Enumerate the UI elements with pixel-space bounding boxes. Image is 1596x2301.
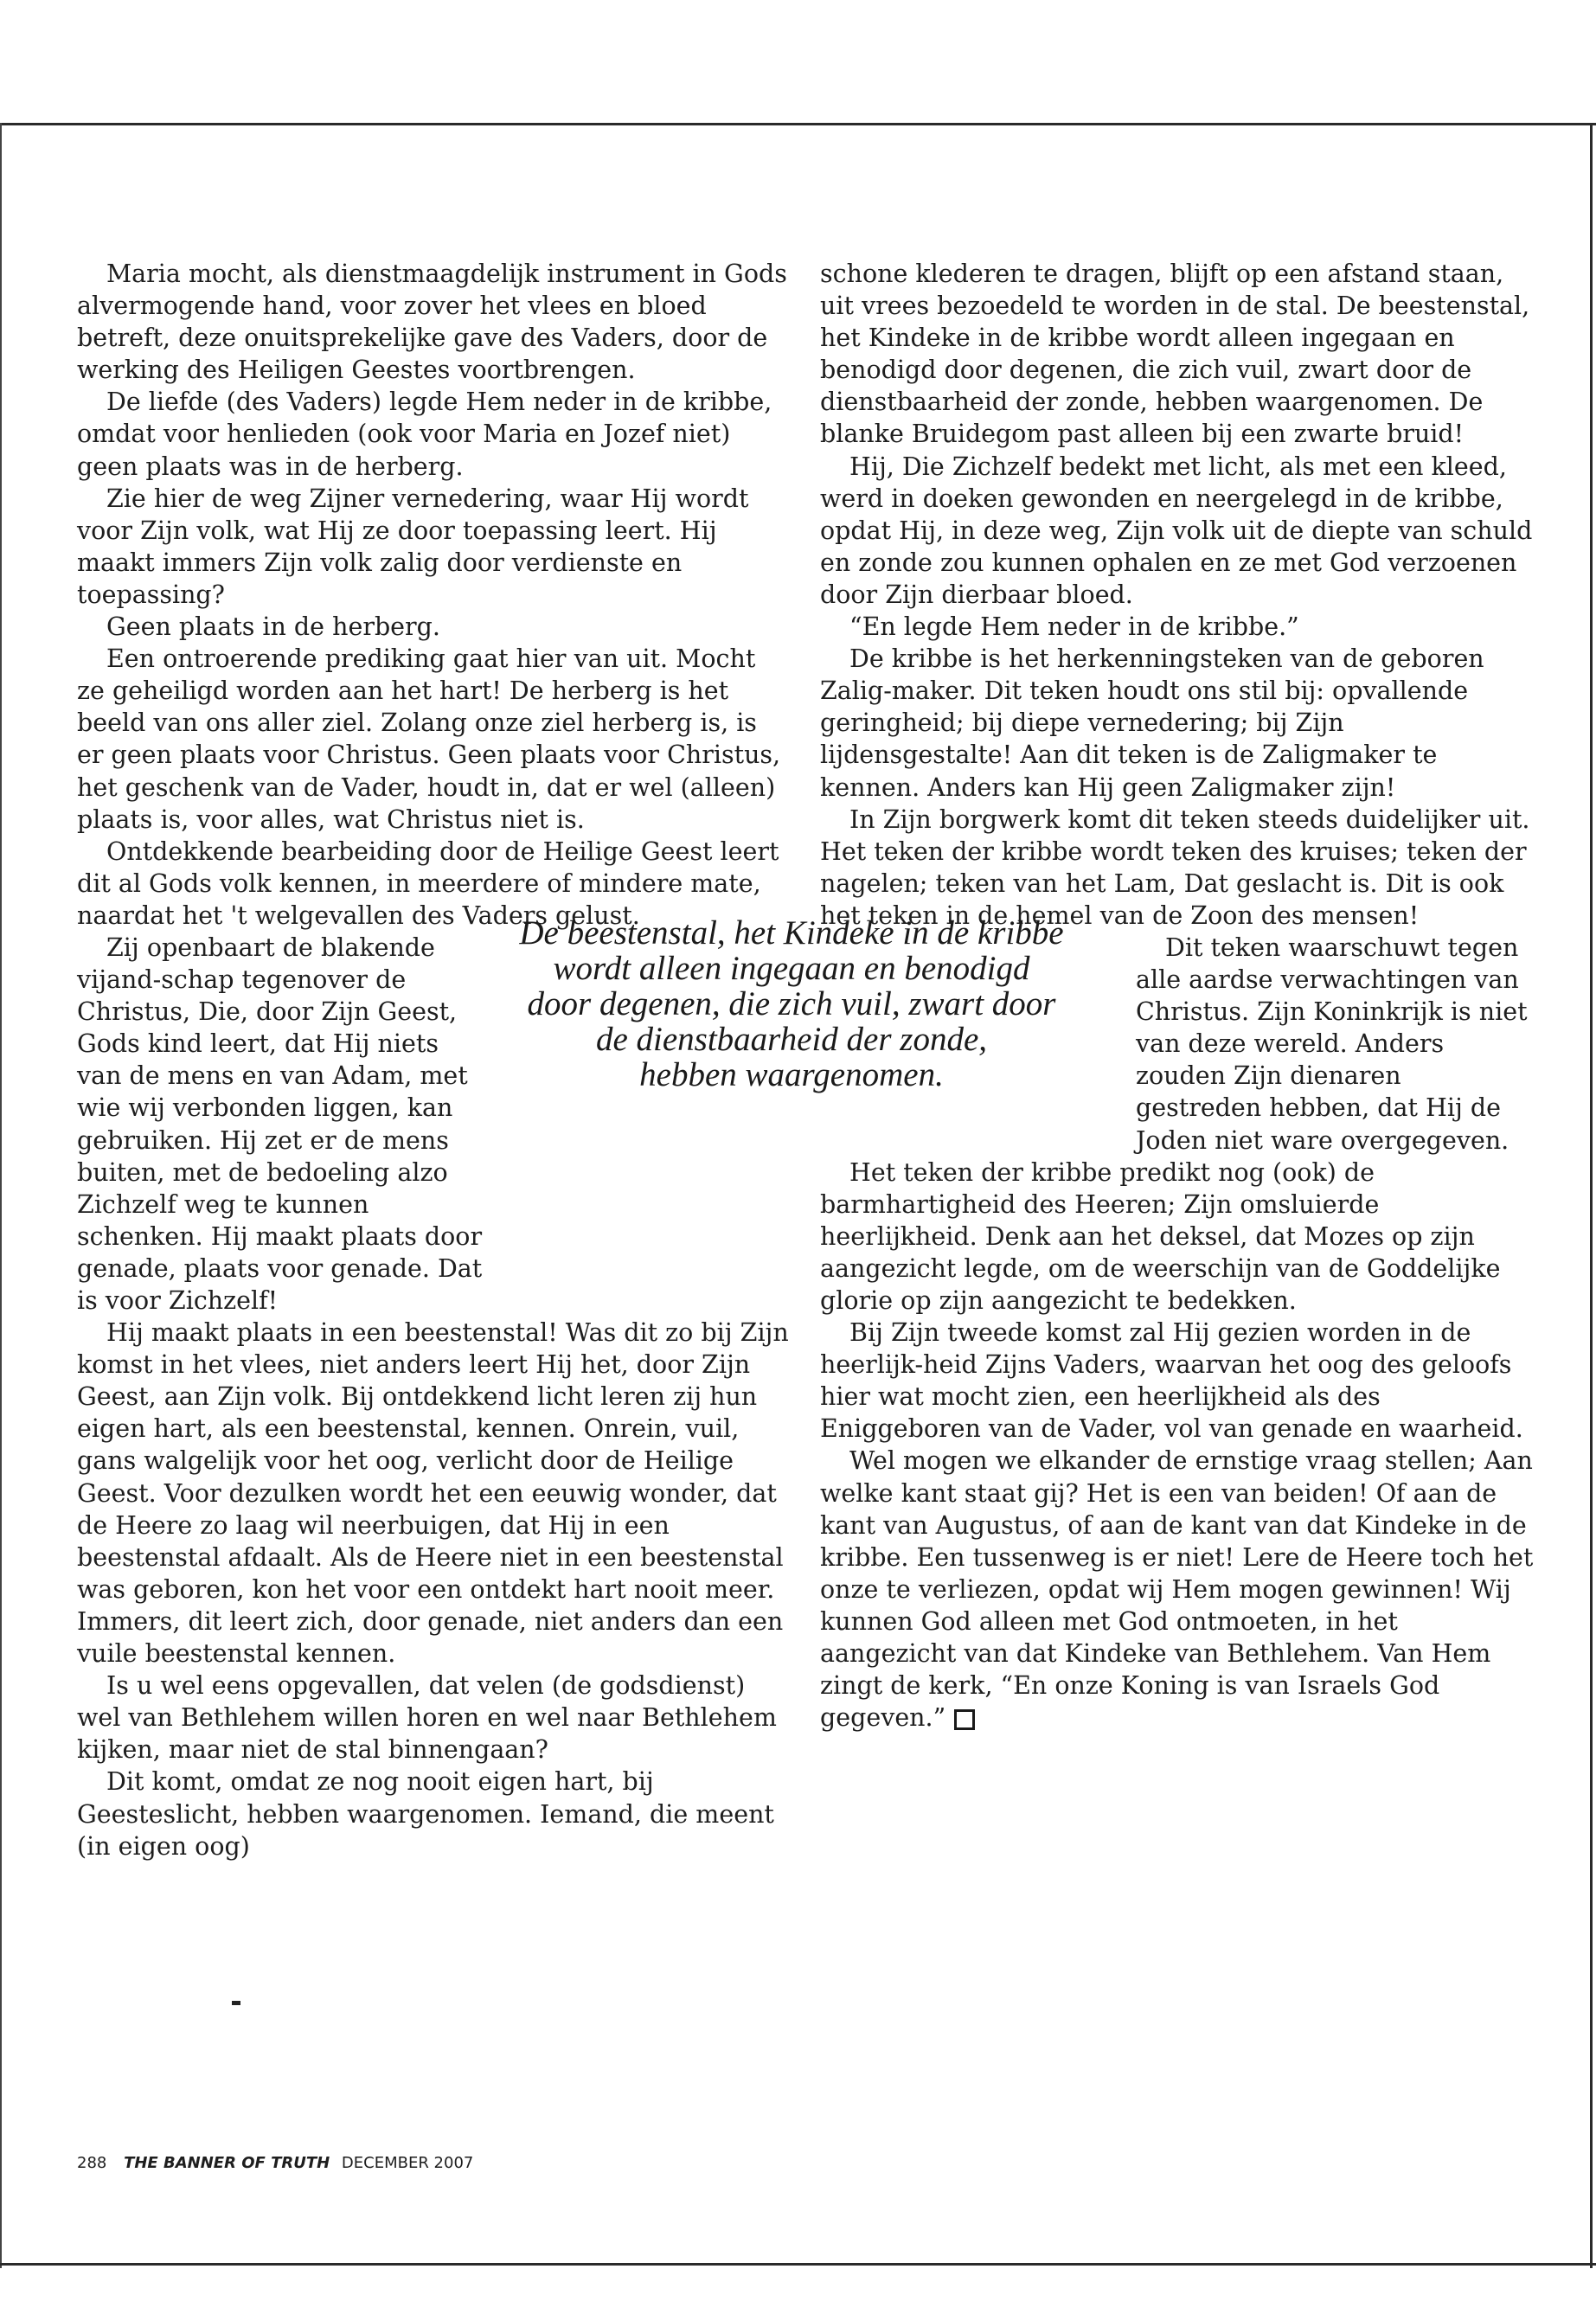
page-footer (77, 2154, 473, 2172)
issue-date: DECEMBER 2007 (341, 2154, 474, 2172)
page-number: 288 (77, 2154, 107, 2172)
paragraph-text: Wel mogen we elkander de ernstige vraag stellen; Aan welke kant staat gij? Het is een van beiden! Of aan de kant van Augustus, of aan de kant van dat Kindeke in de kribbe. Een tussenweg is er niet! Lere de Heere toch het onze te verliezen, opdat wij Hem mogen gewinnen! Wij kunnen God alleen met God ontmoeten, in het aangezicht van dat Kindeke van Bethlehem. Van Hem zingt de kerk, “En onze Koning is van Israels God gegeven.” (820, 1446, 1534, 1733)
paragraph: Het teken der kribbe predikt nog (ook) de barmhartigheid des Heeren; Zijn omsluierde heerlijkheid. Denk aan het deksel, dat Mozes op zijn aangezicht legde, om de weerschijn van de Goddelijke glorie op zijn aangezicht te bedekken. (820, 1157, 1501, 1315)
page-frame-left (0, 123, 2, 2268)
paragraph (820, 1445, 1534, 1734)
paragraph: schone klederen te dragen, blijft op een afstand staan, uit vrees bezoedeld te worden in de stal. De beestenstal, het Kindeke in de kribbe wordt alleen ingegaan en benodigd door degenen, die zich vuil, zwart door de dienstbaarheid der zonde, hebben waargenomen. De blanke Bruidegom past alleen bij een zwarte bruid! (820, 260, 1530, 449)
page-frame-top (0, 123, 1596, 125)
page-frame-right (1590, 123, 1593, 2268)
pull-quote-line: de dienstbaarheid der zonde, (595, 1021, 988, 1058)
pull-quote (493, 915, 1090, 1093)
paragraph: “En legde Hem neder in de kribbe.” (849, 612, 1299, 642)
page-frame-bottom (0, 2263, 1596, 2266)
stray-mark (232, 2001, 240, 2005)
paragraph: Maria mocht, als dienstmaagdelijk instrument in Gods alvermogende hand, voor zover het vlees en bloed betreft, deze onuitsprekelijke gave des Vaders, door de werking des Heiligen Geestes voortbrengen. (77, 260, 787, 385)
paragraph: De kribbe is het herkenningsteken van de geboren Zalig-maker. Dit teken houdt ons stil bij: opvallende geringheid; bij diepe vernedering; bij Zijn lijdensgestalte! Aan dit teken is de Zaligmaker te kennen. Anders kan Hij geen Zaligmaker zijn! (820, 644, 1484, 802)
paragraph: Hij, Die Zichzelf bedekt met licht, als met een kleed, werd in doeken gewonden en neergelegd in de kribbe, opdat Hij, in deze weg, Zijn volk uit de diepte van schuld en zonde zou kunnen ophalen en ze met God verzoenen door Zijn dierbaar bloed. (820, 452, 1533, 609)
magazine-title: THE BANNER OF TRUTH (124, 2154, 330, 2172)
end-of-article-icon (954, 1709, 975, 1730)
paragraph: De liefde (des Vaders) legde Hem neder in de kribbe, omdat voor henlieden (ook voor Maria en Jozef niet) geen plaats was in de herberg. (77, 388, 772, 481)
paragraph: Dit teken waarschuwt tegen alle aardse verwachtingen van Christus. Zijn Koninkrijk is niet van deze wereld. Anders zouden Zijn dienaren gestreden hebben, dat Hij de Joden niet ware overgegeven. (1136, 933, 1528, 1155)
paragraph: Bij Zijn tweede komst zal Hij gezien worden in de heerlijk-heid Zijns Vaders, waarvan het oog des geloofs hier wat mocht zien, een heerlijkheid als des Eniggeboren van de Vader, vol van genade en waarheid. (820, 1318, 1523, 1444)
paragraph: In Zijn borgwerk komt dit teken steeds duidelijker uit. Het teken der kribbe wordt teken des kruises; teken der nagelen; teken van het Lam, Dat geslacht is. Dit is ook het teken in de hemel van de Zoon des mensen! (820, 804, 1530, 930)
paragraph: Geen plaats in de herberg. (106, 612, 440, 642)
paragraph: Is u wel eens opgevallen, dat velen (de godsdienst) wel van Bethlehem willen horen en wel naar Bethlehem kijken, maar niet de stal binnengaan? (77, 1671, 777, 1765)
paragraph: Ontdekkende bearbeiding door de Heilige Geest leert dit al Gods volk kennen, in meerdere of mindere mate, naardat het 't welgevallen des Vaders gelust. (77, 836, 779, 930)
pull-quote-line: hebben waargenomen. (639, 1056, 944, 1093)
paragraph: Zij openbaart de blakende vijand-schap tegenover de Christus, Die, door Zijn Geest, Gods kind leert, dat Hij niets van de mens en van Adam, met wie wij verbonden liggen, kan gebruiken. Hij zet er de mens buiten, met de bedoeling alzo Zichzelf weg te kunnen schenken. Hij maakt plaats door genade, plaats voor genade. Dat is voor Zichzelf! (77, 933, 483, 1315)
pull-quote-line: De beestenstal, het Kindeke in de kribbe (519, 914, 1064, 952)
paragraph: Een ontroerende prediking gaat hier van uit. Mocht ze geheiligd worden aan het hart! De herberg is het beeld van ons aller ziel. Zolang onze ziel herberg is, is er geen plaats voor Christus. Geen plaats voor Christus, het geschenk van de Vader, houdt in, dat er wel (alleen) plaats is, voor alles, wat Christus niet is. (77, 644, 781, 834)
paragraph: Zie hier de weg Zijner vernedering, waar Hij wordt voor Zijn volk, wat Hij ze door toepassing leert. Hij maakt immers Zijn volk zalig door verdienste en toepassing? (77, 484, 749, 609)
paragraph: Hij maakt plaats in een beestenstal! Was dit zo bij Zijn komst in het vlees, niet anders leert Hij het, door Zijn Geest, aan Zijn volk. Bij ontdekkend licht leren zij hun eigen hart, als een beestenstal, kennen. Onrein, vuil, gans walgelijk voor het oog, verlicht door de Heilige Geest. Voor dezulken wordt het een eeuwig wonder, dat de Heere zo laag wil neerbuigen, dat Hij in een beestenstal afdaalt. Als de Heere niet in een beestenstal was geboren, kon het voor een ontdekt hart nooit meer. Immers, dit leert zich, door genade, niet anders dan een vuile beestenstal kennen. (77, 1318, 789, 1669)
pull-quote-line: door degenen, die zich vuil, zwart door (527, 985, 1056, 1022)
paragraph: Dit komt, omdat ze nog nooit eigen hart, bij Geesteslicht, hebben waargenomen. Iemand, die meent (in eigen oog) (77, 1767, 774, 1861)
pull-quote-line: wordt alleen ingegaan en benodigd (553, 950, 1030, 987)
